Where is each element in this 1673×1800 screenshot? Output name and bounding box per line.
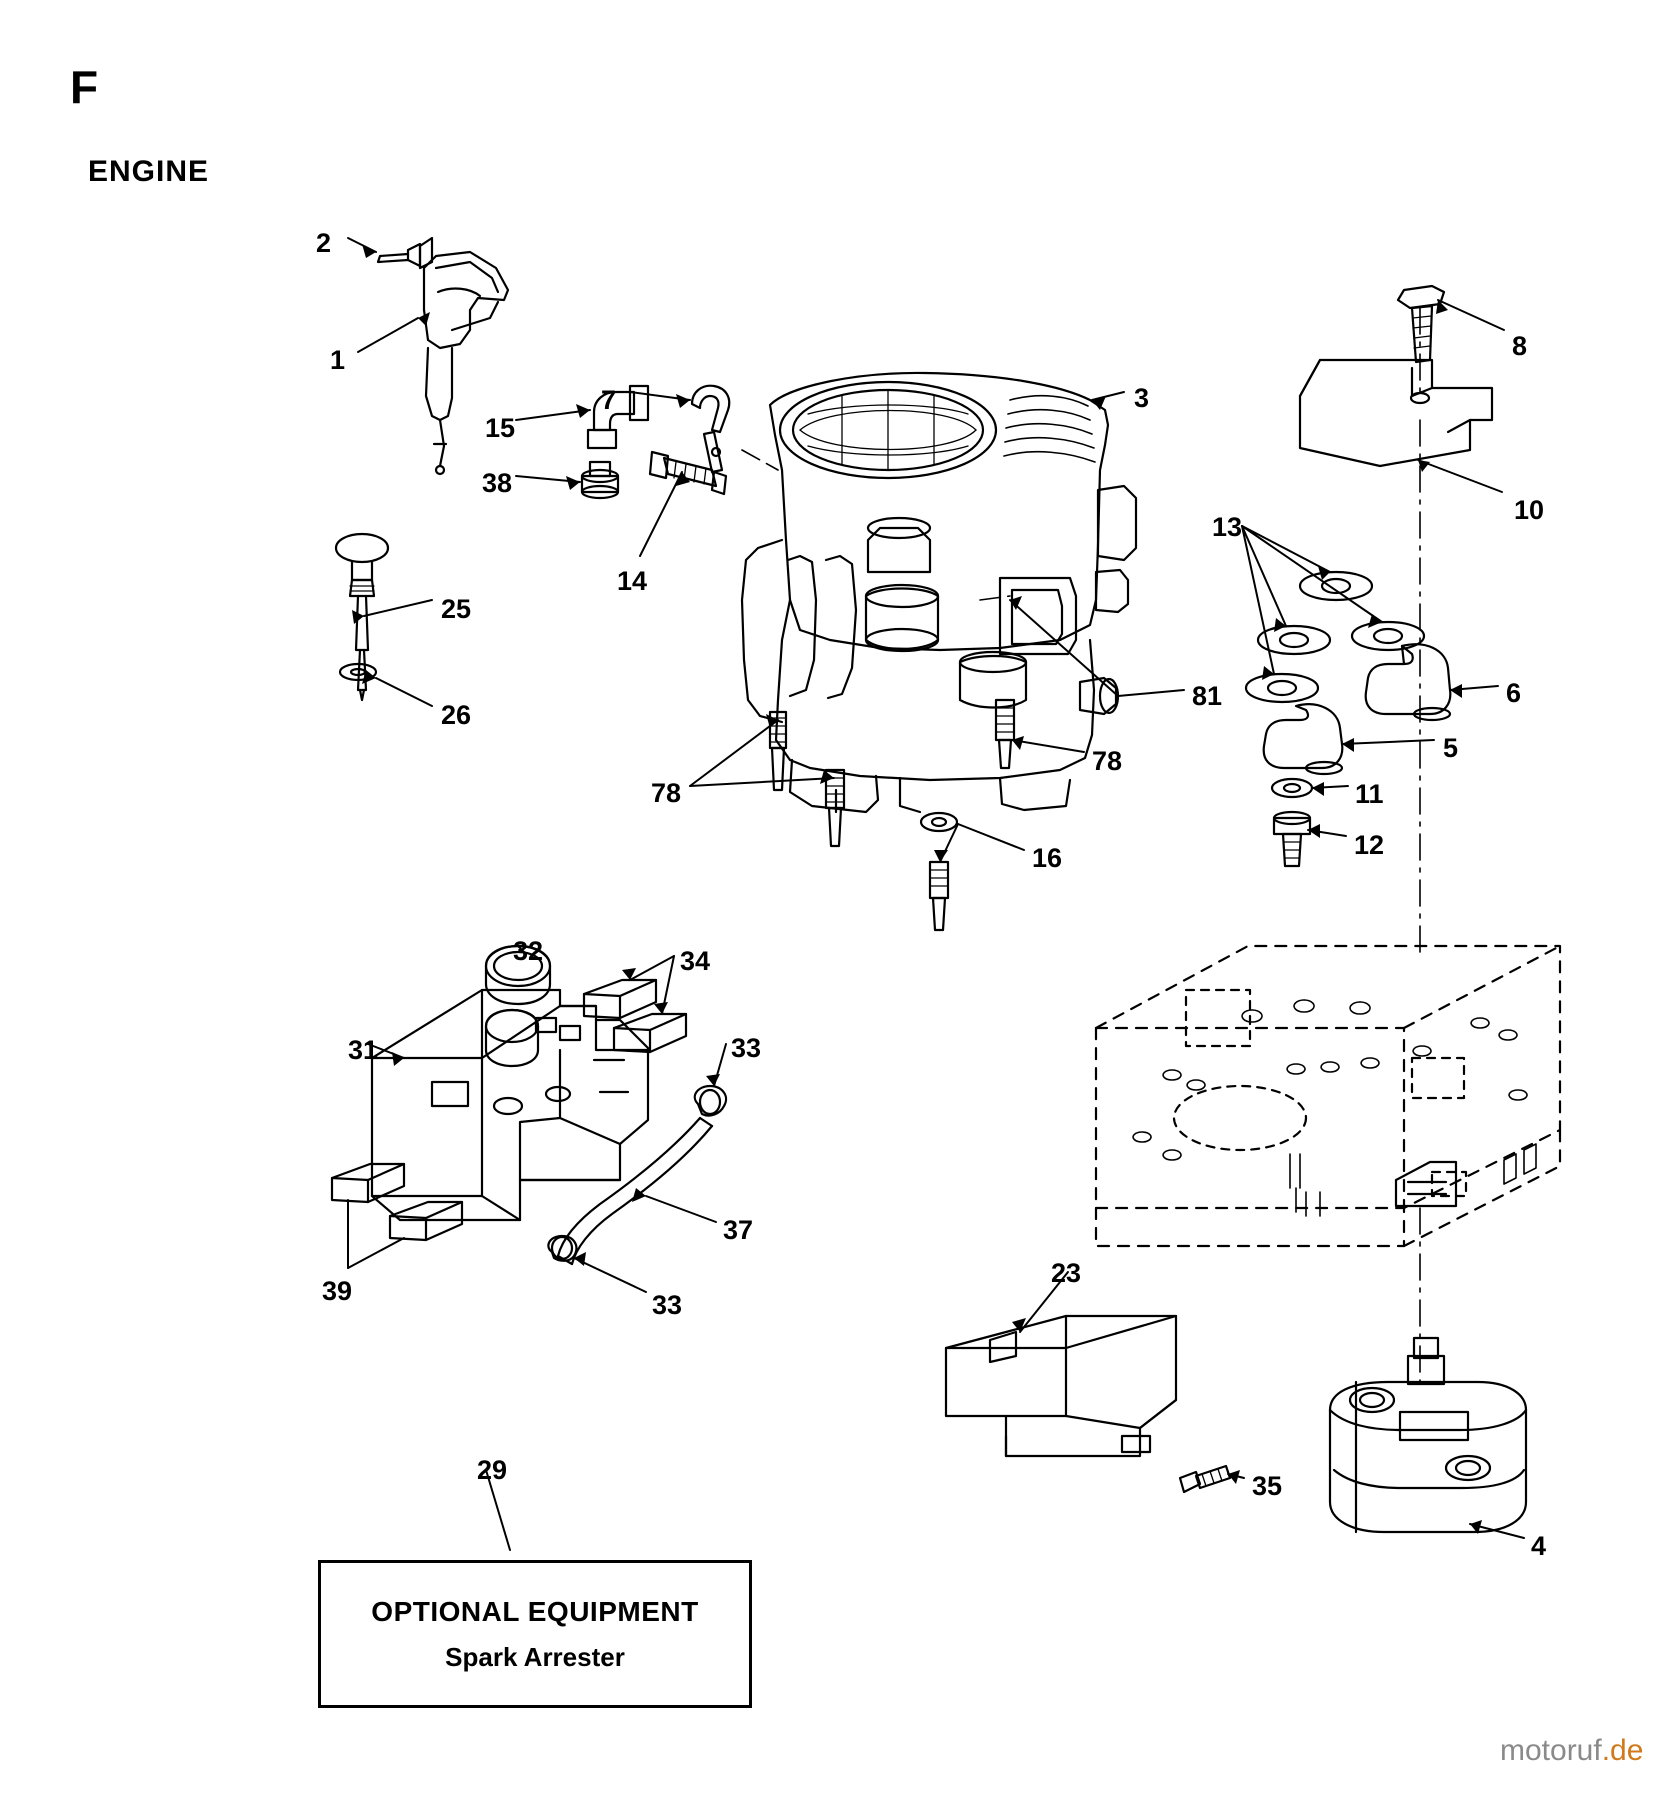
callout-15: 15 xyxy=(485,413,516,443)
callout-33-upper: 33 xyxy=(731,1033,762,1063)
callout-10: 10 xyxy=(1514,495,1545,525)
callout-4: 4 xyxy=(1531,1531,1547,1561)
optional-equipment-title: OPTIONAL EQUIPMENT xyxy=(371,1595,699,1627)
callout-34: 34 xyxy=(680,946,711,976)
callout-35: 35 xyxy=(1252,1471,1283,1501)
callout-33-lower: 33 xyxy=(652,1290,683,1320)
callout-39: 39 xyxy=(322,1276,353,1306)
callout-11: 11 xyxy=(1355,779,1384,809)
callout-7: 7 xyxy=(601,385,617,415)
callout-2: 2 xyxy=(316,228,332,258)
watermark-main: motoruf xyxy=(1500,1734,1602,1767)
callout-26: 26 xyxy=(441,700,472,730)
watermark-suffix: .de xyxy=(1601,1734,1644,1767)
callout-29: 29 xyxy=(477,1455,508,1485)
callout-81: 81 xyxy=(1192,681,1223,711)
callout-13: 13 xyxy=(1212,512,1243,542)
callout-3: 3 xyxy=(1134,383,1150,413)
section-letter: F xyxy=(70,61,99,113)
callout-37: 37 xyxy=(723,1215,754,1245)
callout-31: 31 xyxy=(348,1035,379,1065)
callout-14: 14 xyxy=(617,566,648,596)
callout-38: 38 xyxy=(482,468,513,498)
callout-12: 12 xyxy=(1354,830,1385,860)
callout-5: 5 xyxy=(1443,733,1459,763)
callout-32: 32 xyxy=(513,936,544,966)
watermark xyxy=(1500,1734,1643,1768)
callout-6: 6 xyxy=(1506,678,1522,708)
optional-equipment-subtitle: Spark Arrester xyxy=(445,1641,625,1672)
callout-78-left: 78 xyxy=(651,778,682,808)
callout-25: 25 xyxy=(441,594,472,624)
optional-equipment-box xyxy=(318,1560,752,1708)
callout-23: 23 xyxy=(1051,1258,1082,1288)
callout-1: 1 xyxy=(330,345,346,375)
section-title: ENGINE xyxy=(88,155,210,188)
callout-16: 16 xyxy=(1032,843,1063,873)
callout-8: 8 xyxy=(1512,331,1528,361)
callout-78-right: 78 xyxy=(1092,746,1123,776)
